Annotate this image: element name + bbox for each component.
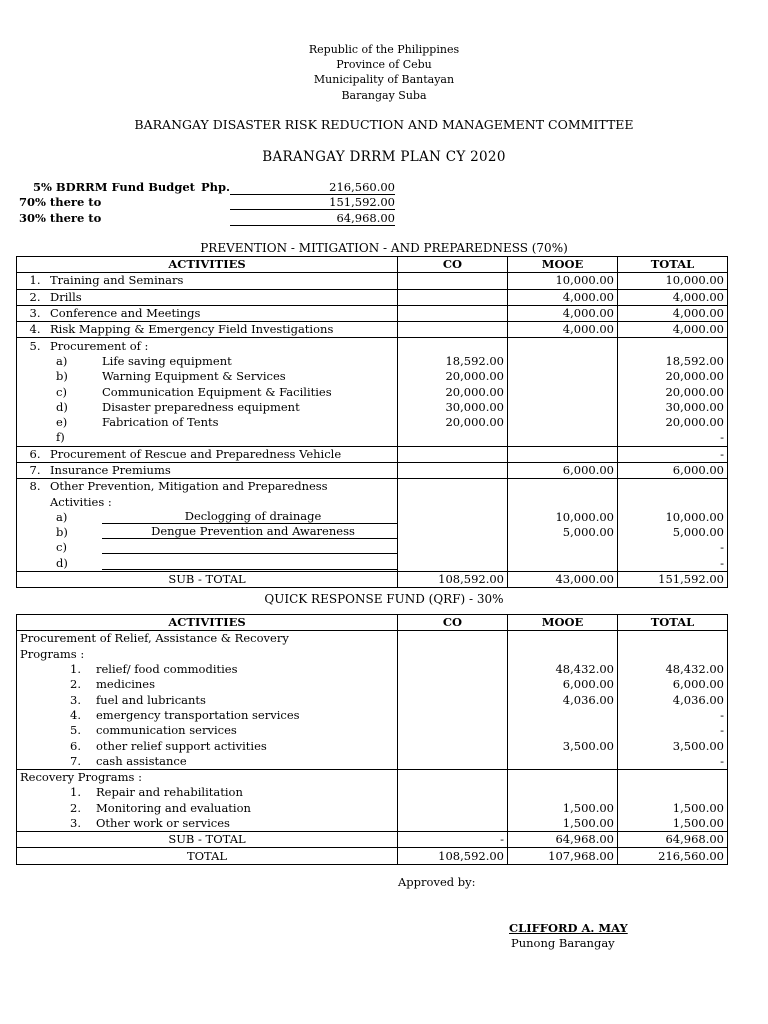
total-cell [618,785,728,800]
mooe-cell: 4,000.00 [508,289,618,305]
table-row [17,354,728,369]
activity-cell [17,446,398,462]
item-number: 2. [70,677,81,692]
plan-title: BARANGAY DRRM PLAN CY 2020 [262,149,506,165]
mooe-cell [508,415,618,430]
activity-cell [17,430,398,446]
mooe-cell: 1,500.00 [508,816,618,832]
fund-budget-amount: 216,560.00 [230,180,395,195]
total-cell [618,338,728,354]
activity-cell [17,494,398,509]
co-cell [398,430,508,446]
activity-cell [17,479,398,495]
relief-heading-row [17,631,728,647]
activity-cell [17,816,398,832]
subtotal-mooe: 64,968.00 [508,832,618,848]
mooe-cell [508,785,618,800]
activity-cell [17,662,398,677]
table-row [17,338,728,354]
total-cell [618,631,728,647]
mooe-cell [508,354,618,369]
item-number: 5. [70,723,81,738]
item-number: 1. [70,785,81,800]
total-cell: 1,500.00 [618,801,728,816]
table-row [17,430,728,446]
activity-label: Procurement of : [50,338,149,353]
activity-cell [17,754,398,770]
subtotal-total: 151,592.00 [618,571,728,587]
col-co: CO [398,257,508,273]
activity-label: Risk Mapping & Emergency Field Investigations [50,322,334,337]
header-province: Province of Cebu [336,58,432,71]
co-cell [398,723,508,738]
mooe-cell [508,708,618,723]
co-cell [398,540,508,555]
table-row [17,384,728,399]
total-cell [618,494,728,509]
item-letter: d) [56,555,68,570]
activity-label: Activities : [50,494,112,509]
activity-label: Fabrication of Tents [102,415,219,430]
activity-cell [17,738,398,753]
activity-label: Other Prevention, Mitigation and Preparedness [50,479,328,494]
co-cell [398,662,508,677]
mooe-cell: 4,000.00 [508,322,618,338]
subtotal-label: SUB - TOTAL [17,571,398,587]
item-number: 6. [70,738,81,753]
subtotal-total: 64,968.00 [618,832,728,848]
total-cell: 6,000.00 [618,677,728,692]
total-total: 216,560.00 [618,848,728,864]
mooe-cell: 10,000.00 [508,273,618,289]
header-barangay: Barangay Suba [341,89,427,102]
co-cell [398,708,508,723]
item-number: 4. [70,707,81,722]
signatory-name: CLIFFORD A. MAY [509,921,628,935]
total-cell: - [618,540,728,555]
section-heading: Procurement of Relief, Assistance & Recovery [17,631,398,647]
table-row [17,677,728,692]
co-cell: 20,000.00 [398,369,508,384]
item-number: 3. [70,816,81,830]
subtotal-co: - [398,832,508,848]
col-activities: ACTIVITIES [17,615,398,631]
activity-cell [17,305,398,321]
item-letter: b) [56,369,68,384]
item-number: 3. [70,692,81,707]
recovery-heading-row [17,769,728,785]
grand-total-row [17,848,728,864]
total-cell: 30,000.00 [618,400,728,415]
header-municipality: Municipality of Bantayan [313,73,455,86]
table-row [17,400,728,415]
item-number: 7. [70,753,81,768]
table-row [17,462,728,478]
table-row [17,369,728,384]
co-cell [398,816,508,832]
mooe-cell: 4,036.00 [508,692,618,707]
prevention-subtotal-row [17,571,728,587]
table-row [17,479,728,495]
item-letter: b) [56,525,68,540]
total-cell: 18,592.00 [618,354,728,369]
co-cell [398,273,508,289]
activity-cell [17,322,398,338]
total-label: TOTAL [17,848,398,864]
mooe-cell [508,384,618,399]
mooe-cell: 4,000.00 [508,305,618,321]
co-cell [398,631,508,647]
activity-cell [17,540,398,555]
qrf-title: QUICK RESPONSE FUND (QRF) - 30% [264,592,504,606]
table-row [17,322,728,338]
total-cell: - [618,754,728,770]
table-row [17,662,728,677]
table-row [17,785,728,800]
mooe-cell [508,540,618,555]
section-heading: Recovery Programs : [17,769,398,785]
activity-cell [17,785,398,800]
table-row [17,816,728,832]
co-cell [398,754,508,770]
qrf-header-row [17,615,728,631]
total-cell: 1,500.00 [618,816,728,832]
prevention-table [16,256,728,588]
activity-label: Warning Equipment & Services [102,369,286,384]
activity-label: Training and Seminars [50,273,184,288]
currency-label: Php. [201,180,231,194]
mooe-cell [508,430,618,446]
total-cell: 6,000.00 [618,462,728,478]
co-cell [398,556,508,572]
table-row [17,754,728,770]
mooe-cell: 48,432.00 [508,662,618,677]
co-cell [398,322,508,338]
activity-label: Insurance Premiums [50,463,171,477]
item-number: 1. [70,662,81,677]
activity-entry-line [102,540,398,554]
activity-cell [17,510,398,525]
co-cell [398,446,508,462]
total-cell [618,769,728,785]
co-cell [398,801,508,816]
total-cell: 4,036.00 [618,692,728,707]
activity-cell [17,723,398,738]
item-number: 4. [29,322,41,337]
col-mooe: MOOE [508,615,618,631]
total-co: 108,592.00 [398,848,508,864]
total-cell: 5,000.00 [618,525,728,540]
relief-heading-row-2 [17,647,728,662]
subtotal-mooe: 43,000.00 [508,571,618,587]
activity-label: Life saving equipment [102,353,232,368]
budget-summary [0,180,768,228]
activity-entry-line: Dengue Prevention and Awareness [102,525,398,539]
item-number: 5. [29,338,41,353]
co-cell: 20,000.00 [398,384,508,399]
total-cell: - [618,723,728,738]
co-cell [398,479,508,495]
mooe-cell [508,494,618,509]
table-row [17,556,728,572]
section-heading: Programs : [17,647,398,662]
item-letter: d) [56,399,68,414]
co-cell [398,510,508,525]
activity-label: communication services [96,723,237,738]
co-cell [398,738,508,753]
item-letter: a) [56,353,68,368]
total-cell: 10,000.00 [618,510,728,525]
col-total: TOTAL [618,257,728,273]
header-republic: Republic of the Philippines [308,43,460,56]
table-row [17,415,728,430]
co-cell [398,462,508,478]
mooe-cell [508,631,618,647]
mooe-cell: 5,000.00 [508,525,618,540]
activity-label: other relief support activities [96,738,267,753]
co-cell: 18,592.00 [398,354,508,369]
activity-label: Conference and Meetings [50,306,201,321]
col-activities: ACTIVITIES [17,257,398,273]
table-row [17,692,728,707]
col-co: CO [398,615,508,631]
p30-amount: 64,968.00 [230,211,395,226]
mooe-cell: 1,500.00 [508,801,618,816]
co-cell [398,692,508,707]
mooe-cell [508,400,618,415]
committee-title: BARANGAY DISASTER RISK REDUCTION AND MANAGEMENT COMMITTEE [134,117,634,132]
activity-cell [17,338,398,354]
total-cell: 20,000.00 [618,369,728,384]
total-cell: 4,000.00 [618,322,728,338]
total-cell [618,479,728,495]
co-cell [398,677,508,692]
activity-cell [17,677,398,692]
mooe-cell: 10,000.00 [508,510,618,525]
activity-cell [17,525,398,540]
table-row [17,446,728,462]
total-cell: 20,000.00 [618,415,728,430]
co-cell [398,769,508,785]
item-letter: a) [56,509,68,524]
subtotal-co: 108,592.00 [398,571,508,587]
co-cell [398,305,508,321]
co-cell [398,289,508,305]
total-cell: - [618,446,728,462]
activity-cell [17,289,398,305]
item-number: 2. [29,289,41,304]
item-letter: f) [56,430,65,445]
total-cell [618,647,728,662]
activity-label: emergency transportation services [96,707,300,722]
activity-cell [17,692,398,707]
activity-label: Monitoring and evaluation [96,800,251,815]
qrf-table [16,614,728,865]
co-cell [398,525,508,540]
activity-cell [17,354,398,369]
item-number: 1. [29,273,41,288]
activity-label: Communication Equipment & Facilities [102,384,332,399]
table-row [17,273,728,289]
total-cell: 10,000.00 [618,273,728,289]
item-letter: c) [56,384,67,399]
mooe-cell [508,723,618,738]
table-row [17,708,728,723]
co-cell [398,494,508,509]
activity-label: Other work or services [96,816,230,830]
mooe-cell [508,754,618,770]
total-cell: 4,000.00 [618,289,728,305]
co-cell: 20,000.00 [398,415,508,430]
table-row [17,525,728,540]
signatory-title: Punong Barangay [511,936,615,950]
approved-by-label: Approved by: [398,875,476,889]
mooe-cell: 3,500.00 [508,738,618,753]
mooe-cell [508,647,618,662]
table-row [17,801,728,816]
activity-label: Disaster preparedness equipment [102,399,300,414]
activity-label: medicines [96,677,155,692]
mooe-cell [508,338,618,354]
activity-cell [17,556,398,572]
p30-label: 30% there to [19,211,102,225]
activity-cell [17,384,398,399]
activity-cell [17,273,398,289]
activity-cell [17,369,398,384]
total-cell: - [618,556,728,572]
mooe-cell [508,479,618,495]
item-number: 3. [29,306,41,321]
prevention-title: PREVENTION - MITIGATION - AND PREPAREDNESS (70%) [200,241,568,255]
total-cell: 48,432.00 [618,662,728,677]
item-letter: e) [56,415,68,430]
table-row [17,289,728,305]
co-cell: 30,000.00 [398,400,508,415]
mooe-cell: 6,000.00 [508,677,618,692]
activity-label: relief/ food commodities [96,662,238,677]
activity-label: Drills [50,289,82,304]
activity-cell [17,708,398,723]
activity-label: Procurement of Rescue and Preparedness Vehicle [50,446,342,461]
mooe-cell [508,556,618,572]
activity-entry-line: Declogging of drainage [102,510,398,524]
co-cell [398,647,508,662]
total-cell: 3,500.00 [618,738,728,753]
activity-label: fuel and lubricants [96,692,206,707]
item-number: 6. [29,446,41,461]
subtotal-label: SUB - TOTAL [17,832,398,848]
item-number: 2. [70,800,81,815]
p70-amount: 151,592.00 [230,195,395,210]
table-row [17,738,728,753]
col-mooe: MOOE [508,257,618,273]
col-total: TOTAL [618,615,728,631]
table-row [17,723,728,738]
item-number: 8. [29,479,41,494]
table-row [17,510,728,525]
table-row [17,540,728,555]
total-cell: 20,000.00 [618,384,728,399]
activity-cell [17,415,398,430]
activity-cell [17,400,398,415]
fund-budget-label: 5% BDRRM Fund Budget [33,180,195,194]
total-cell: 4,000.00 [618,305,728,321]
qrf-subtotal-row [17,832,728,848]
mooe-cell [508,446,618,462]
activity-label: Repair and rehabilitation [96,785,243,800]
item-letter: c) [56,540,67,555]
activity-cell [17,462,398,478]
mooe-cell [508,369,618,384]
activity-entry-line [102,556,398,570]
p70-label: 70% there to [19,195,102,209]
co-cell [398,338,508,354]
activity-cell [17,801,398,816]
total-cell: - [618,430,728,446]
activity-label: cash assistance [96,753,187,768]
table-row [17,305,728,321]
item-number: 7. [29,463,41,477]
co-cell [398,785,508,800]
table-row [17,494,728,509]
mooe-cell [508,769,618,785]
total-cell: - [618,708,728,723]
prevention-header-row [17,257,728,273]
total-mooe: 107,968.00 [508,848,618,864]
mooe-cell: 6,000.00 [508,462,618,478]
